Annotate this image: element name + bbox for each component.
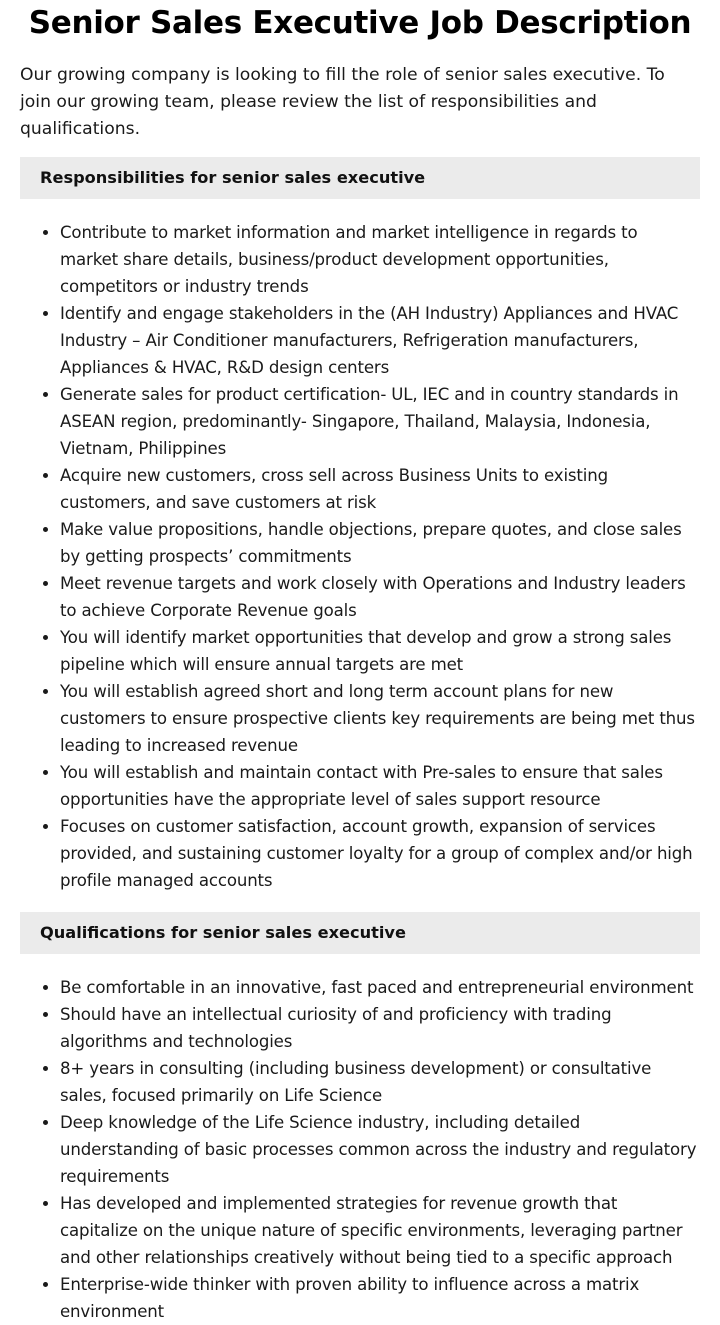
list-item: • Be comfortable in an innovative, fast paced and entrepreneurial environment [60,974,700,1001]
page-title: Senior Sales Executive Job Description [28,5,692,41]
list-item: • Has developed and implemented strategies for revenue growth that capitalize on the unique nature of specific environments, leveraging partner and other relationships creatively without being tied to a specific approach [60,1190,700,1271]
responsibilities-heading: Responsibilities for senior sales executive [20,157,700,199]
list-item: • Focuses on customer satisfaction, account growth, expansion of services provided, and sustaining customer loyalty for a group of complex and/or high profile managed accounts [60,813,700,894]
list-item: • Meet revenue targets and work closely with Operations and Industry leaders to achieve Corporate Revenue goals [60,570,700,624]
list-item: • Identify and engage stakeholders in the (AH Industry) Appliances and HVAC Industry – Air Conditioner manufacturers, Refrigeration manufacturers, Appliances & HVAC, R&D design centers [60,300,700,381]
list-item: • You will identify market opportunities that develop and grow a strong sales pipeline which will ensure annual targets are met [60,624,700,678]
list-item: • Acquire new customers, cross sell across Business Units to existing customers, and save customers at risk [60,462,700,516]
responsibilities-list [20,219,700,894]
intro-paragraph: Our growing company is looking to fill the role of senior sales executive. To join our growing team, please review the list of responsibilities and qualifications. [20,65,665,139]
list-item: • Generate sales for product certification- UL, IEC and in country standards in ASEAN region, predominantly- Singapore, Thailand, Malaysia, Indonesia, Vietnam, Philippines [60,381,700,462]
list-item: • Make value propositions, handle objections, prepare quotes, and close sales by getting prospects’ commitments [60,516,700,570]
list-item: • Enterprise-wide thinker with proven ability to influence across a matrix environment [60,1271,700,1325]
list-item: • Contribute to market information and market intelligence in regards to market share details, business/product development opportunities, competitors or industry trends [60,219,700,300]
list-item: • Should have an intellectual curiosity of and proficiency with trading algorithms and technologies [60,1001,700,1055]
list-item: • Deep knowledge of the Life Science industry, including detailed understanding of basic processes common across the industry and regulatory requirements [60,1109,700,1190]
list-item: • You will establish and maintain contact with Pre-sales to ensure that sales opportunities have the appropriate level of sales support resource [60,759,700,813]
qualifications-list [20,974,700,1325]
list-item: • You will establish agreed short and long term account plans for new customers to ensure prospective clients key requirements are being met thus leading to increased revenue [60,678,700,759]
list-item: • 8+ years in consulting (including business development) or consultative sales, focused primarily on Life Science [60,1055,700,1109]
qualifications-heading: Qualifications for senior sales executive [20,912,700,954]
